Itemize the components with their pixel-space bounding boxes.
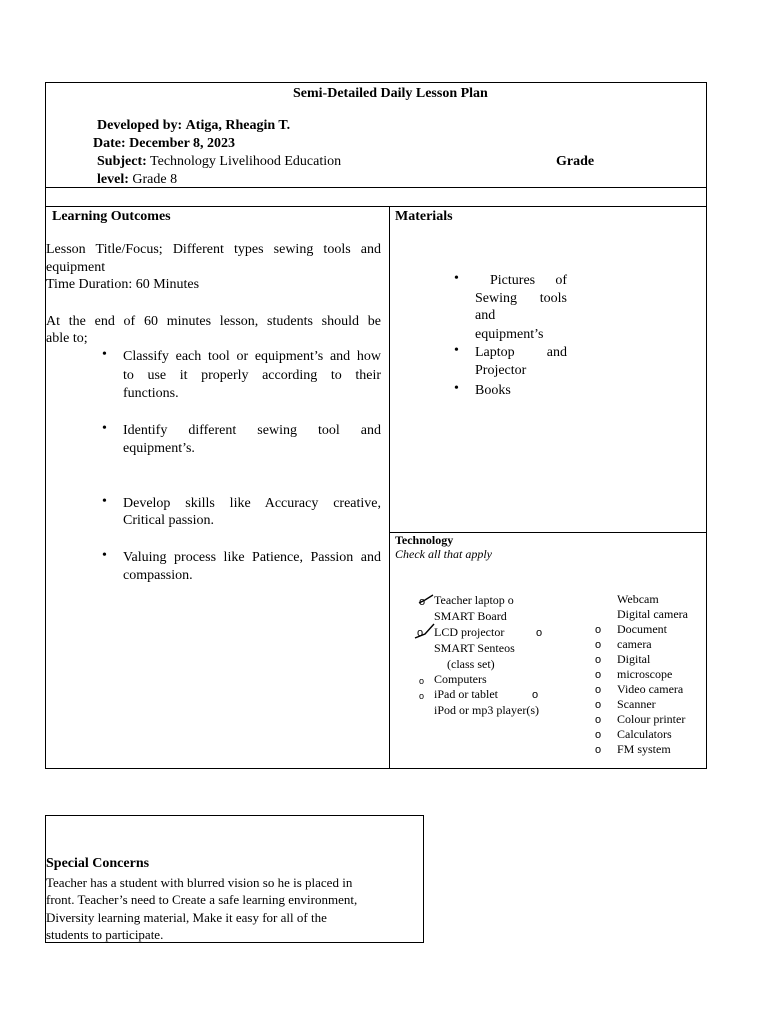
subject bbox=[97, 153, 341, 170]
developed-by bbox=[97, 117, 290, 134]
technology-heading: Technology bbox=[395, 533, 454, 547]
bullet-icon: • bbox=[102, 347, 107, 362]
learning-outcomes-heading: Learning Outcomes bbox=[52, 209, 171, 224]
tech-item-calculators[interactable]: Calculators bbox=[617, 727, 672, 741]
tech-item-ipad[interactable]: iPad or tablet bbox=[434, 687, 498, 701]
tech-item-smart-board[interactable]: SMART Board bbox=[434, 609, 507, 623]
technology-subheading: Check all that apply bbox=[395, 547, 492, 561]
date bbox=[93, 135, 235, 152]
material-item-1-line1: Pictures of bbox=[490, 273, 567, 288]
checkbox-bullet[interactable]: o bbox=[536, 627, 543, 639]
checkbox-bullet[interactable]: o bbox=[595, 639, 602, 651]
special-concerns-line2: front. Teacher’s need to Create a safe learning environment, bbox=[46, 892, 358, 907]
checkmark-icon bbox=[418, 594, 434, 606]
outcome-item-1-line3: functions. bbox=[123, 386, 179, 401]
tech-item-camera[interactable]: camera bbox=[617, 637, 652, 651]
tech-item-scanner[interactable]: Scanner bbox=[617, 697, 656, 711]
outcome-item-2-line1: Identify different sewing tool and bbox=[123, 423, 381, 438]
tech-item-document[interactable]: Document bbox=[617, 622, 667, 636]
time-duration: Time Duration: 60 Minutes bbox=[46, 277, 200, 292]
material-item-3-line1: Books bbox=[475, 383, 511, 398]
checkbox-bullet[interactable]: o bbox=[419, 691, 425, 701]
material-item-1-line2: Sewing tools bbox=[475, 291, 567, 306]
tech-item-lcd-projector[interactable]: LCD projector bbox=[434, 625, 505, 639]
checkbox-bullet[interactable]: o bbox=[595, 714, 602, 726]
outcome-item-1-line1: Classify each tool or equipment’s and how bbox=[123, 349, 381, 364]
tech-item-teacher-laptop[interactable]: Teacher laptop o bbox=[434, 593, 514, 607]
developed-by-value: Atiga, Rheagin T. bbox=[185, 118, 291, 133]
tech-item-video-camera[interactable]: Video camera bbox=[617, 682, 684, 696]
date-label: Date: bbox=[93, 136, 126, 151]
page-title: Semi-Detailed Daily Lesson Plan bbox=[293, 86, 488, 101]
checkbox-bullet[interactable]: o bbox=[595, 729, 602, 741]
level-value: Grade 8 bbox=[132, 172, 178, 187]
outcome-item-3-line1: Develop skills like Accuracy creative, bbox=[123, 496, 381, 511]
tech-item-fm-system[interactable]: FM system bbox=[617, 742, 671, 756]
materials-heading: Materials bbox=[395, 209, 453, 224]
tech-item-webcam[interactable]: Webcam bbox=[617, 592, 659, 606]
special-concerns-line4: students to participate. bbox=[46, 927, 164, 942]
tech-item-digital-camera[interactable]: Digital camera bbox=[617, 607, 688, 621]
lesson-title-line1: Lesson Title/Focus; Different types sewing tools and bbox=[46, 242, 381, 257]
outcome-item-4-line1: Valuing process like Patience, Passion and bbox=[123, 550, 381, 565]
checkbox-bullet[interactable]: o bbox=[532, 689, 539, 701]
lesson-title-line2: equipment bbox=[46, 260, 106, 275]
column-divider bbox=[389, 206, 390, 769]
checkbox-bullet[interactable]: o bbox=[595, 699, 602, 711]
bullet-icon: • bbox=[454, 381, 459, 396]
tech-item-digital[interactable]: Digital bbox=[617, 652, 651, 666]
material-item-1-line4: equipment’s bbox=[475, 327, 544, 342]
material-item-2-line2: Projector bbox=[475, 363, 527, 378]
tech-item-class-set: (class set) bbox=[447, 657, 495, 671]
bullet-icon: • bbox=[454, 271, 459, 286]
level bbox=[97, 171, 177, 188]
grade-label: Grade bbox=[556, 154, 595, 169]
special-concerns-line1: Teacher has a student with blurred vision so he is placed in bbox=[46, 875, 353, 890]
header-divider-2 bbox=[45, 206, 707, 207]
checkbox-bullet[interactable]: o bbox=[595, 654, 602, 666]
tech-item-microscope[interactable]: microscope bbox=[617, 667, 673, 681]
material-item-1-line3: and bbox=[475, 308, 496, 323]
checkbox-bullet[interactable]: o bbox=[595, 669, 602, 681]
checkbox-bullet[interactable]: o bbox=[419, 596, 426, 608]
special-concerns-heading: Special Concerns bbox=[46, 856, 150, 871]
outcome-item-4-line2: compassion. bbox=[123, 568, 193, 583]
outcome-item-1-line2: to use it properly according to their bbox=[123, 368, 381, 383]
bullet-icon: • bbox=[102, 494, 107, 509]
checkmark-icon bbox=[414, 622, 436, 640]
date-value: December 8, 2023 bbox=[129, 136, 236, 151]
checkbox-bullet[interactable]: o bbox=[417, 627, 424, 639]
outcome-item-3-line2: Critical passion. bbox=[123, 513, 214, 528]
tech-item-smart-senteos[interactable]: SMART Senteos bbox=[434, 641, 515, 655]
outcome-item-2-line2: equipment’s. bbox=[123, 441, 195, 456]
tech-item-ipod[interactable]: iPod or mp3 player(s) bbox=[434, 703, 539, 717]
checkbox-bullet[interactable]: o bbox=[419, 676, 425, 686]
tech-item-computers[interactable]: Computers bbox=[434, 672, 487, 686]
subject-label: Subject: bbox=[97, 154, 147, 169]
intro-line2: able to; bbox=[46, 331, 88, 346]
checkbox-bullet[interactable]: o bbox=[595, 624, 602, 636]
intro-line1: At the end of 60 minutes lesson, students should be bbox=[46, 314, 381, 329]
bullet-icon: • bbox=[102, 548, 107, 563]
tech-item-colour-printer[interactable]: Colour printer bbox=[617, 712, 686, 726]
developed-by-label: Developed by: bbox=[97, 118, 183, 133]
bullet-icon: • bbox=[454, 343, 459, 358]
subject-value: Technology Livelihood Education bbox=[150, 154, 342, 169]
checkbox-bullet[interactable]: o bbox=[595, 744, 602, 756]
bullet-icon: • bbox=[102, 421, 107, 436]
checkbox-bullet[interactable]: o bbox=[595, 684, 602, 696]
material-item-2-line1: Laptop and bbox=[475, 345, 567, 360]
level-label: level: bbox=[97, 172, 129, 187]
special-concerns-line3: Diversity learning material, Make it easy for all of the bbox=[46, 910, 327, 925]
